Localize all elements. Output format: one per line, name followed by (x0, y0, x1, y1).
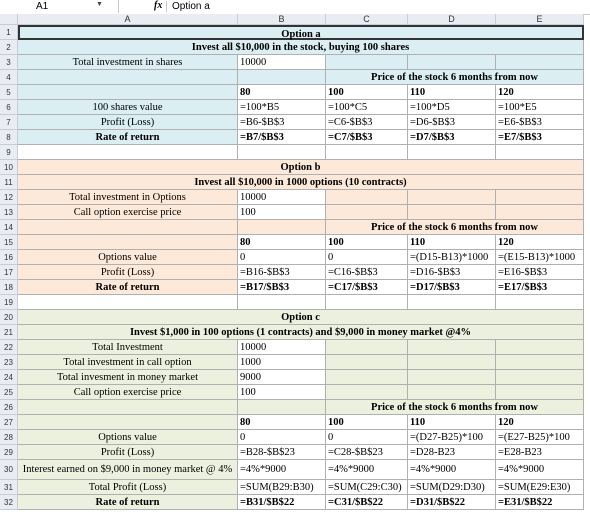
row-header-7[interactable]: 7 (0, 115, 18, 130)
row-header-8[interactable]: 8 (0, 130, 18, 145)
cell-d6[interactable]: =100*D5 (408, 100, 496, 115)
cell-a6[interactable]: 100 shares value (18, 100, 238, 115)
cell-e22[interactable] (496, 340, 584, 355)
cell-c30[interactable]: =4%*9000 (326, 460, 408, 480)
cell-c12[interactable] (326, 190, 408, 205)
cell-a8[interactable]: Rate of return (18, 130, 238, 145)
row-header-26[interactable]: 26 (0, 400, 18, 415)
cell-d31[interactable]: =SUM(D29:D30) (408, 480, 496, 495)
cell-a21[interactable]: Invest $1,000 in 100 options (1 contracts) and $9,000 in money market @4% (18, 325, 584, 340)
row-header-19[interactable]: 19 (0, 295, 18, 310)
row-header-14[interactable]: 14 (0, 220, 18, 235)
cell-c23[interactable] (326, 355, 408, 370)
cell-c32[interactable]: =C31/$B$22 (326, 495, 408, 510)
cell-e32[interactable]: =E31/$B$22 (496, 495, 584, 510)
insert-function-icon[interactable]: fx (154, 0, 163, 11)
row-header-6[interactable]: 6 (0, 100, 18, 115)
column-header-b[interactable]: B (238, 14, 326, 25)
cell-a16[interactable]: Options value (18, 250, 238, 265)
row-header-2[interactable]: 2 (0, 40, 18, 55)
cell-d16[interactable]: =(D15-B13)*1000 (408, 250, 496, 265)
row-header-23[interactable]: 23 (0, 355, 18, 370)
cell-a11[interactable]: Invest all $10,000 in 1000 options (10 contracts) (18, 175, 584, 190)
cell-c15[interactable]: 100 (326, 235, 408, 250)
cell-e29[interactable]: =E28-B23 (496, 445, 584, 460)
cell-a19[interactable] (18, 295, 238, 310)
cell-b5[interactable]: 80 (238, 85, 326, 100)
row-header-3[interactable]: 3 (0, 55, 18, 70)
row-header-5[interactable]: 5 (0, 85, 18, 100)
cell-e5[interactable]: 120 (496, 85, 584, 100)
cell-d8[interactable]: =D7/$B$3 (408, 130, 496, 145)
cell-b7[interactable]: =B6-$B$3 (238, 115, 326, 130)
row-header-13[interactable]: 13 (0, 205, 18, 220)
cell-a32[interactable]: Rate of return (18, 495, 238, 510)
cell-a26[interactable] (18, 400, 238, 415)
cell-e3[interactable] (496, 55, 584, 70)
row-header-12[interactable]: 12 (0, 190, 18, 205)
cell-d22[interactable] (408, 340, 496, 355)
cell-c4[interactable]: Price of the stock 6 months from now (326, 70, 584, 85)
cell-a28[interactable]: Options value (18, 430, 238, 445)
cell-a2[interactable]: Invest all $10,000 in the stock, buying 100 shares (18, 40, 584, 55)
cell-a4[interactable] (18, 70, 238, 85)
cell-e8[interactable]: =E7/$B$3 (496, 130, 584, 145)
row-header-4[interactable]: 4 (0, 70, 18, 85)
cell-d18[interactable]: =D17/$B$3 (408, 280, 496, 295)
cell-d7[interactable]: =D6-$B$3 (408, 115, 496, 130)
cell-d19[interactable] (408, 295, 496, 310)
cell-a20[interactable]: Option c (18, 310, 584, 325)
cell-a30[interactable]: Interest earned on $9,000 in money market @ 4% (18, 460, 238, 480)
cell-b31[interactable]: =SUM(B29:B30) (238, 480, 326, 495)
cell-a5[interactable] (18, 85, 238, 100)
cell-d5[interactable]: 110 (408, 85, 496, 100)
cell-a29[interactable]: Profit (Loss) (18, 445, 238, 460)
cell-b17[interactable]: =B16-$B$3 (238, 265, 326, 280)
cell-c6[interactable]: =100*C5 (326, 100, 408, 115)
cell-b13[interactable]: 100 (238, 205, 326, 220)
cell-e19[interactable] (496, 295, 584, 310)
row-header-16[interactable]: 16 (0, 250, 18, 265)
cell-c13[interactable] (326, 205, 408, 220)
cell-d25[interactable] (408, 385, 496, 400)
cell-e31[interactable]: =SUM(E29:E30) (496, 480, 584, 495)
cell-b6[interactable]: =100*B5 (238, 100, 326, 115)
cell-d3[interactable] (408, 55, 496, 70)
cell-e24[interactable] (496, 370, 584, 385)
row-header-22[interactable]: 22 (0, 340, 18, 355)
column-header-a[interactable]: A (18, 14, 238, 25)
cell-a12[interactable]: Total investment in Options (18, 190, 238, 205)
chevron-down-icon[interactable]: ▼ (96, 1, 103, 8)
cell-a14[interactable] (18, 220, 238, 235)
cell-d24[interactable] (408, 370, 496, 385)
cell-c31[interactable]: =SUM(C29:C30) (326, 480, 408, 495)
cell-e27[interactable]: 120 (496, 415, 584, 430)
row-header-25[interactable]: 25 (0, 385, 18, 400)
cell-c25[interactable] (326, 385, 408, 400)
cell-b14[interactable] (238, 220, 326, 235)
row-header-30[interactable]: 30 (0, 460, 18, 480)
cell-a7[interactable]: Profit (Loss) (18, 115, 238, 130)
formula-bar (0, 0, 590, 15)
row-header-32[interactable]: 32 (0, 495, 18, 510)
column-header-c[interactable]: C (326, 14, 408, 25)
cell-d9[interactable] (408, 145, 496, 160)
column-header-d[interactable]: D (408, 14, 496, 25)
cell-b25[interactable]: 100 (238, 385, 326, 400)
cell-a25[interactable]: Call option exercise price (18, 385, 238, 400)
cell-c17[interactable]: =C16-$B$3 (326, 265, 408, 280)
cell-a31[interactable]: Total Profit (Loss) (18, 480, 238, 495)
cell-e12[interactable] (496, 190, 584, 205)
cell-c9[interactable] (326, 145, 408, 160)
row-header-20[interactable]: 20 (0, 310, 18, 325)
cell-b15[interactable]: 80 (238, 235, 326, 250)
row-header-15[interactable]: 15 (0, 235, 18, 250)
row-header-27[interactable]: 27 (0, 415, 18, 430)
cell-d27[interactable]: 110 (408, 415, 496, 430)
cell-e18[interactable]: =E17/$B$3 (496, 280, 584, 295)
row-header-24[interactable]: 24 (0, 370, 18, 385)
cell-a13[interactable]: Call option exercise price (18, 205, 238, 220)
divider (166, 1, 167, 12)
cell-b12[interactable]: 10000 (238, 190, 326, 205)
cell-a27[interactable] (18, 415, 238, 430)
row-header-31[interactable]: 31 (0, 480, 18, 495)
cell-c19[interactable] (326, 295, 408, 310)
cell-b26[interactable] (238, 400, 326, 415)
cell-b8[interactable]: =B7/$B$3 (238, 130, 326, 145)
row-header-9[interactable]: 9 (0, 145, 18, 160)
cell-a15[interactable] (18, 235, 238, 250)
cell-c22[interactable] (326, 340, 408, 355)
cell-b9[interactable] (238, 145, 326, 160)
cell-e23[interactable] (496, 355, 584, 370)
cell-c7[interactable]: =C6-$B$3 (326, 115, 408, 130)
cell-b16[interactable]: 0 (238, 250, 326, 265)
cell-d13[interactable] (408, 205, 496, 220)
select-all-corner[interactable] (0, 14, 18, 25)
formula-input[interactable]: Option a (172, 1, 210, 12)
cell-e25[interactable] (496, 385, 584, 400)
cell-e7[interactable]: =E6-$B$3 (496, 115, 584, 130)
cell-a22[interactable]: Total Investment (18, 340, 238, 355)
row-header-18[interactable]: 18 (0, 280, 18, 295)
cell-c28[interactable]: 0 (326, 430, 408, 445)
cell-e15[interactable]: 120 (496, 235, 584, 250)
row-header-10[interactable]: 10 (0, 160, 18, 175)
cell-b19[interactable] (238, 295, 326, 310)
cell-e16[interactable]: =(E15-B13)*1000 (496, 250, 584, 265)
cell-a9[interactable] (18, 145, 238, 160)
cell-c8[interactable]: =C7/$B$3 (326, 130, 408, 145)
name-box-value[interactable]: A1 (36, 1, 49, 12)
cell-e6[interactable]: =100*E5 (496, 100, 584, 115)
cell-b4[interactable] (238, 70, 326, 85)
cell-b30[interactable]: =4%*9000 (238, 460, 326, 480)
cell-c29[interactable]: =C28-$B$23 (326, 445, 408, 460)
row-header-21[interactable]: 21 (0, 325, 18, 340)
cell-b27[interactable]: 80 (238, 415, 326, 430)
cell-c14[interactable]: Price of the stock 6 months from now (326, 220, 584, 235)
cell-c16[interactable]: 0 (326, 250, 408, 265)
cell-b32[interactable]: =B31/$B$22 (238, 495, 326, 510)
row-header-11[interactable]: 11 (0, 175, 18, 190)
column-header-e[interactable]: E (496, 14, 584, 25)
cell-c18[interactable]: =C17/$B$3 (326, 280, 408, 295)
cell-e9[interactable] (496, 145, 584, 160)
cell-b22[interactable]: 10000 (238, 340, 326, 355)
cell-e13[interactable] (496, 205, 584, 220)
cell-b23[interactable]: 1000 (238, 355, 326, 370)
cell-b29[interactable]: =B28-$B$23 (238, 445, 326, 460)
cell-d28[interactable]: =(D27-B25)*100 (408, 430, 496, 445)
cell-a17[interactable]: Profit (Loss) (18, 265, 238, 280)
cell-b3[interactable]: 10000 (238, 55, 326, 70)
cell-d12[interactable] (408, 190, 496, 205)
cell-d23[interactable] (408, 355, 496, 370)
cell-e17[interactable]: =E16-$B$3 (496, 265, 584, 280)
cell-c27[interactable]: 100 (326, 415, 408, 430)
cell-c3[interactable] (326, 55, 408, 70)
cell-d30[interactable]: =4%*9000 (408, 460, 496, 480)
cell-a3[interactable]: Total investment in shares (18, 55, 238, 70)
cell-a23[interactable]: Total investment in call option (18, 355, 238, 370)
cell-b24[interactable]: 9000 (238, 370, 326, 385)
cell-c5[interactable]: 100 (326, 85, 408, 100)
row-header-29[interactable]: 29 (0, 445, 18, 460)
row-header-28[interactable]: 28 (0, 430, 18, 445)
row-header-17[interactable]: 17 (0, 265, 18, 280)
cell-d17[interactable]: =D16-$B$3 (408, 265, 496, 280)
cell-c24[interactable] (326, 370, 408, 385)
cell-a24[interactable]: Total invesment in money market (18, 370, 238, 385)
cell-a1[interactable]: Option a (18, 25, 584, 40)
cell-b28[interactable]: 0 (238, 430, 326, 445)
row-header-1[interactable]: 1 (0, 25, 18, 40)
cell-a10[interactable]: Option b (18, 160, 584, 175)
cell-a18[interactable]: Rate of return (18, 280, 238, 295)
cell-d32[interactable]: =D31/$B$22 (408, 495, 496, 510)
cell-e30[interactable]: =4%*9000 (496, 460, 584, 480)
cell-d15[interactable]: 110 (408, 235, 496, 250)
cell-c26[interactable]: Price of the stock 6 months from now (326, 400, 584, 415)
cell-b18[interactable]: =B17/$B$3 (238, 280, 326, 295)
name-box[interactable] (0, 0, 119, 13)
cell-e28[interactable]: =(E27-B25)*100 (496, 430, 584, 445)
cell-d29[interactable]: =D28-B23 (408, 445, 496, 460)
